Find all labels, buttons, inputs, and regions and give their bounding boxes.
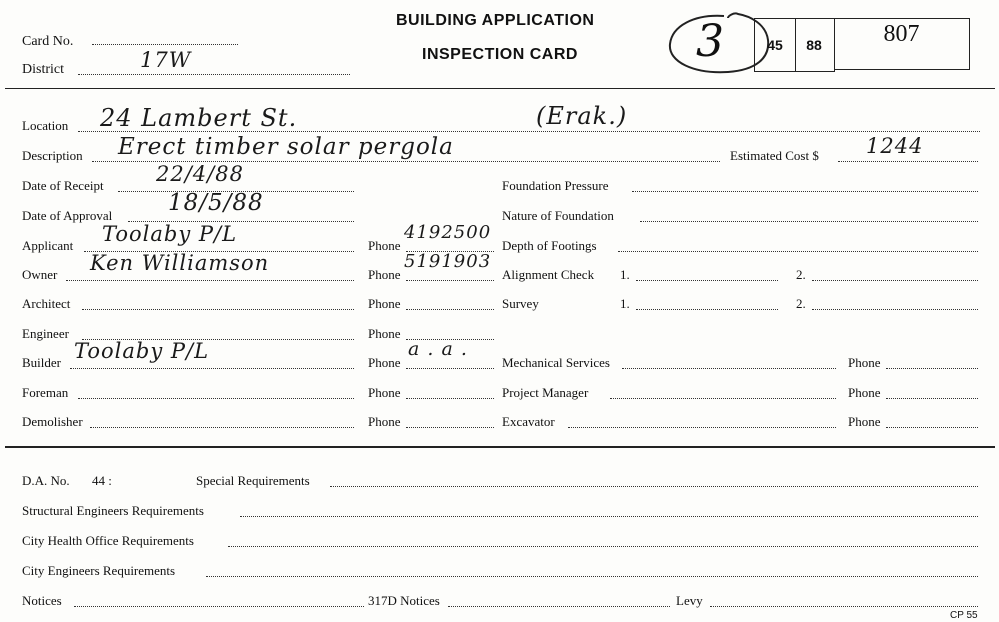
owner-phone-value: 5191903 — [404, 251, 492, 272]
notices317-line — [448, 606, 670, 607]
owner-line — [66, 280, 354, 281]
applicant-label: Applicant — [22, 238, 74, 253]
location-note: (Erak.) — [536, 102, 628, 130]
special-requirements-line — [330, 486, 978, 487]
survey-num1: 1. — [620, 296, 630, 311]
survey-num2: 2. — [796, 296, 806, 311]
demolisher-label: Demolisher — [22, 414, 83, 429]
project-manager-label: Project Manager — [502, 385, 589, 400]
excavator-phone-line — [886, 427, 978, 428]
project-manager-line — [610, 398, 836, 399]
mechanical-phone-label: Phone — [848, 355, 881, 370]
card-no-label: Card No. — [22, 34, 74, 49]
applicant-value: Toolaby P/L — [102, 222, 238, 246]
mechanical-line — [622, 368, 836, 369]
structural-label: Structural Engineers Requirements — [22, 503, 204, 518]
da-no-label: D.A. No. — [22, 473, 70, 488]
city-engineers-line — [206, 576, 978, 577]
date-receipt-label: Date of Receipt — [22, 178, 104, 193]
excavator-label: Excavator — [502, 414, 555, 429]
survey-label: Survey — [502, 296, 539, 311]
levy-line — [710, 606, 978, 607]
survey-line2 — [812, 309, 978, 310]
notices-line — [74, 606, 364, 607]
special-requirements-label: Special Requirements — [196, 473, 310, 488]
builder-line — [70, 368, 354, 369]
location-label: Location — [22, 118, 69, 133]
builder-value: Toolaby P/L — [74, 339, 210, 363]
alignment-line1 — [636, 280, 778, 281]
foreman-label: Foreman — [22, 385, 69, 400]
applicant-phone-value: 4192500 — [404, 222, 492, 243]
applicant-phone-label: Phone — [368, 238, 401, 253]
architect-line — [82, 309, 354, 310]
foreman-phone-label: Phone — [368, 385, 401, 400]
foreman-line — [78, 398, 354, 399]
da-no-value: 44 : — [92, 473, 112, 488]
estimated-cost-value: 1244 — [866, 134, 924, 158]
health-line — [228, 546, 978, 547]
divider-middle — [5, 446, 995, 448]
foreman-phone-line — [406, 398, 494, 399]
estimated-cost-label: Estimated Cost $ — [730, 148, 819, 163]
nature-foundation-line — [640, 221, 978, 222]
notices317-label: 317D Notices — [368, 593, 440, 608]
form-code: CP 55 — [950, 610, 978, 621]
demolisher-line — [90, 427, 354, 428]
builder-phone-line — [406, 368, 494, 369]
architect-label: Architect — [22, 296, 71, 311]
foundation-pressure-line — [632, 191, 978, 192]
builder-phone-value: a . a . — [408, 338, 468, 360]
depth-footings-label: Depth of Footings — [502, 238, 597, 253]
engineer-phone-label: Phone — [368, 326, 401, 341]
card-no-line — [92, 44, 238, 45]
health-label: City Health Office Requirements — [22, 533, 194, 548]
divider-top — [5, 88, 995, 89]
mechanical-label: Mechanical Services — [502, 355, 610, 370]
excavator-line — [568, 427, 836, 428]
alignment-num2: 2. — [796, 267, 806, 282]
circled-number-value: 3 — [696, 16, 724, 67]
city-engineers-label: City Engineers Requirements — [22, 563, 176, 578]
mechanical-phone-line — [886, 368, 978, 369]
architect-phone-label: Phone — [368, 296, 401, 311]
estimated-cost-line — [838, 161, 978, 162]
levy-label: Levy — [676, 593, 703, 608]
alignment-num1: 1. — [620, 267, 630, 282]
engineer-label: Engineer — [22, 326, 69, 341]
project-manager-phone-label: Phone — [848, 385, 881, 400]
location-value: 24 Lambert St. — [100, 104, 298, 132]
nature-foundation-label: Nature of Foundation — [502, 208, 614, 223]
date-receipt-value: 22/4/88 — [156, 162, 244, 186]
alignment-line2 — [812, 280, 978, 281]
box-45: 45 — [754, 18, 796, 72]
owner-value: Ken Williamson — [90, 251, 270, 275]
district-label: District — [22, 62, 64, 77]
date-approval-value: 18/5/88 — [168, 190, 264, 216]
district-value: 17W — [140, 48, 192, 72]
excavator-phone-label: Phone — [848, 414, 881, 429]
alignment-check-label: Alignment Check — [502, 267, 595, 282]
architect-phone-line — [406, 309, 494, 310]
project-manager-phone-line — [886, 398, 978, 399]
builder-label: Builder — [22, 355, 61, 370]
builder-phone-label: Phone — [368, 355, 401, 370]
foundation-pressure-label: Foundation Pressure — [502, 178, 609, 193]
date-approval-label: Date of Approval — [22, 208, 113, 223]
demolisher-phone-label: Phone — [368, 414, 401, 429]
description-value: Erect timber solar pergola — [118, 134, 454, 160]
survey-line1 — [636, 309, 778, 310]
owner-phone-label: Phone — [368, 267, 401, 282]
district-line — [78, 74, 350, 75]
box-807: 807 — [834, 18, 970, 70]
title-line2: INSPECTION CARD — [422, 46, 578, 63]
owner-phone-line — [406, 280, 494, 281]
depth-footings-line — [618, 251, 978, 252]
title-line1: BUILDING APPLICATION — [396, 12, 595, 29]
box-88: 88 — [794, 18, 835, 72]
notices-label: Notices — [22, 593, 62, 608]
structural-line — [240, 516, 978, 517]
description-label: Description — [22, 148, 83, 163]
demolisher-phone-line — [406, 427, 494, 428]
owner-label: Owner — [22, 267, 58, 282]
